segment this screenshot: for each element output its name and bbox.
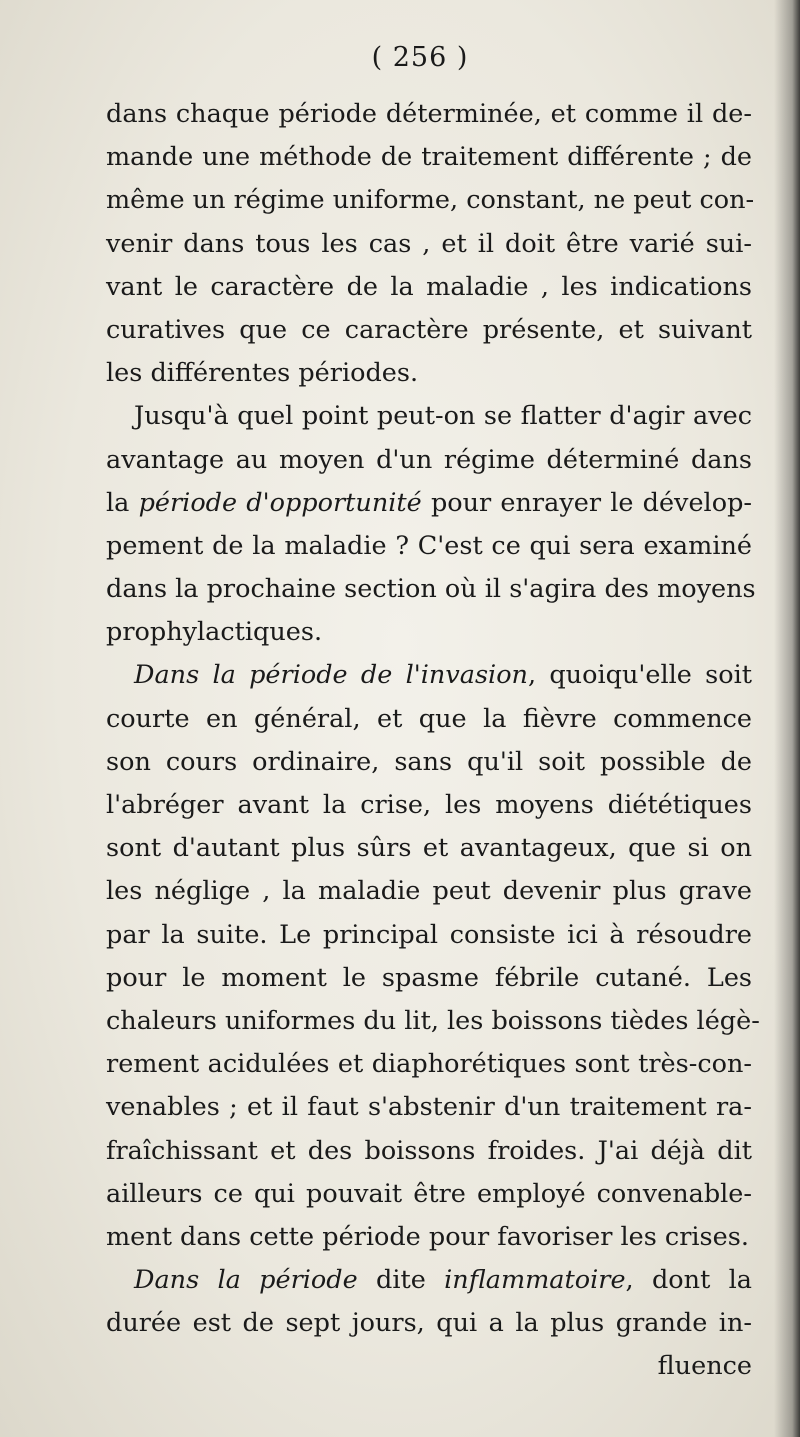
text-line: les différentes périodes. [106,358,419,389]
text-line: chaleurs uniformes du lit, les boissons tièdes légè- [106,1005,760,1036]
text-line: mande une méthode de traitement différente ; de [106,142,752,173]
text-segment: , quoiqu'elle soit [527,660,752,691]
text-line: sont d'autant plus sûrs et avantageux, que si on [106,833,752,864]
body-text [106,93,760,1389]
text-line [106,654,752,697]
text-line: pement de la maladie ? C'est ce qui sera examiné [106,530,752,561]
text-line: prophylactiques. [106,617,323,648]
text-line: venables ; et il faut s'abstenir d'un traitement ra- [106,1092,752,1123]
text-line: même un régime uniforme, constant, ne peut con- [106,185,755,216]
text-line: rement acidulées et diaphorétiques sont très-con- [106,1049,752,1080]
italic-phrase: Dans la période de l'invasion [134,660,528,691]
italic-phrase: inflammatoire [444,1265,626,1296]
text-line [106,1259,752,1302]
text-line: l'abréger avant la crise, les moyens diététiques [106,790,752,820]
text-line: fraîchissant et des boissons froides. J'ai déjà dit [106,1135,752,1166]
text-line: durée est de sept jours, qui a la plus grande in- [106,1308,752,1339]
text-segment: , dont la [625,1265,752,1296]
text-line: avantage au moyen d'un régime déterminé dans [106,444,752,475]
text-line: ment dans cette période pour favoriser les crises. [106,1221,749,1252]
page-number: ( 256 ) [371,42,469,73]
italic-phrase: période d'opportunité [138,487,422,518]
text-line: les néglige , la maladie peut devenir plus grave [106,876,752,907]
catchword: fluence [657,1351,752,1382]
text-line: courte en général, et que la fièvre commence [106,703,752,734]
text-line: Jusqu'à quel point peut-on se flatter d'agir avec [134,401,752,432]
text-segment: la [106,487,139,518]
text-line: pour le moment le spasme fébrile cutané. Les [106,962,752,993]
text-line [106,482,752,525]
text-line: vant le caractère de la maladie , les indications [106,271,752,302]
italic-phrase: Dans la période [134,1265,358,1296]
text-line: dans chaque période déterminée, et comme il de- [106,99,752,129]
page-edge-shadow [774,0,800,1437]
text-line: son cours ordinaire, sans qu'il soit possible de [106,746,752,777]
text-line: par la suite. Le principal consiste ici à résoudre [106,919,752,950]
text-line: dans la prochaine section où il s'agira des moyens [106,574,756,605]
text-line: ailleurs ce qui pouvait être employé convenable- [106,1178,752,1209]
text-segment: dite [357,1265,445,1296]
text-line: venir dans tous les cas , et il doit être varié sui- [106,228,752,259]
text-line: curatives que ce caractère présente, et suivant [106,314,752,345]
text-segment: pour enrayer le dévelop- [421,487,753,518]
